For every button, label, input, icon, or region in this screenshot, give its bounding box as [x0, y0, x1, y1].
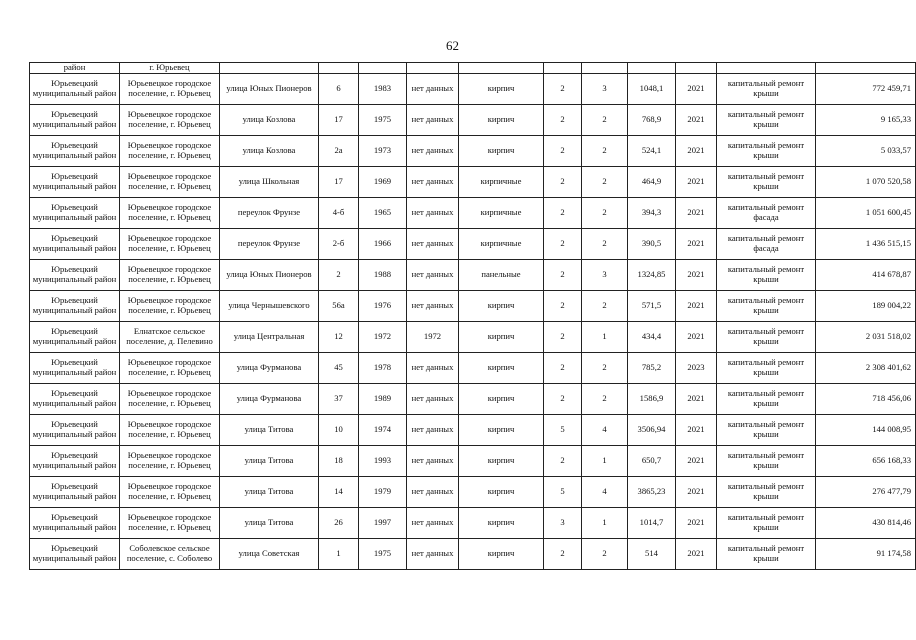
cell-floors: 2	[544, 384, 582, 415]
cell-material: кирпичные	[459, 229, 544, 260]
cell-floors: 2	[544, 260, 582, 291]
cell-year-overhaul: нет данных	[407, 477, 459, 508]
cell-house: 4-б	[319, 198, 359, 229]
cell-year-overhaul: нет данных	[407, 74, 459, 105]
cell-cost: 656 168,33	[816, 446, 916, 477]
cell-settlement: Юрьевецкое городское поселение, г. Юрьевец	[120, 291, 220, 322]
cell-year-built: 1993	[359, 446, 407, 477]
cell-area: 1048,1	[628, 74, 676, 105]
cell-street: улица Центральная	[220, 322, 319, 353]
cell-entrances: 2	[582, 136, 628, 167]
cell-entrances: 2	[582, 229, 628, 260]
cell-settlement: Соболевское сельское поселение, с. Соболево	[120, 539, 220, 570]
table-row	[30, 353, 916, 384]
cell-plan-year: 2021	[676, 477, 717, 508]
cell-work-type: капитальный ремонт крыши	[717, 353, 816, 384]
cell-entrances: 2	[582, 353, 628, 384]
cell-settlement: Юрьевецкое городское поселение, г. Юрьевец	[120, 136, 220, 167]
cell-plan-year: 2021	[676, 198, 717, 229]
cell-cost: 2 308 401,62	[816, 353, 916, 384]
cell-material: кирпич	[459, 477, 544, 508]
cell-area: 3506,94	[628, 415, 676, 446]
cell-cost: 1 070 520,58	[816, 167, 916, 198]
cell-house: 45	[319, 353, 359, 384]
cell-settlement: Юрьевецкое городское поселение, г. Юрьевец	[120, 198, 220, 229]
cell-district: Юрьевецкий муниципальный район	[30, 322, 120, 353]
cell-street: улица Фурманова	[220, 384, 319, 415]
cell-cost: 144 008,95	[816, 415, 916, 446]
cell-area: 3865,23	[628, 477, 676, 508]
cell-floors: 2	[544, 322, 582, 353]
cell-street: улица Юных Пионеров	[220, 260, 319, 291]
cell-work-type: капитальный ремонт крыши	[717, 74, 816, 105]
cell-cost: 430 814,46	[816, 508, 916, 539]
cell-plan-year: 2021	[676, 167, 717, 198]
cell-year-overhaul: нет данных	[407, 198, 459, 229]
cell-floors	[544, 63, 582, 74]
cell-area: 1586,9	[628, 384, 676, 415]
cell-work-type: капитальный ремонт крыши	[717, 384, 816, 415]
cell-district: Юрьевецкий муниципальный район	[30, 167, 120, 198]
cell-plan-year: 2021	[676, 322, 717, 353]
table-row	[30, 415, 916, 446]
cell-settlement: Юрьевецкое городское поселение, г. Юрьевец	[120, 105, 220, 136]
cell-area: 390,5	[628, 229, 676, 260]
cell-entrances: 1	[582, 508, 628, 539]
cell-year-overhaul	[407, 63, 459, 74]
cell-floors: 2	[544, 446, 582, 477]
cell-year-overhaul: нет данных	[407, 167, 459, 198]
cell-street: улица Советская	[220, 539, 319, 570]
cell-material: кирпич	[459, 539, 544, 570]
cell-year-built: 1973	[359, 136, 407, 167]
cell-year-built: 1972	[359, 322, 407, 353]
cell-year-built: 1983	[359, 74, 407, 105]
cell-cost: 2 031 518,02	[816, 322, 916, 353]
table-row	[30, 508, 916, 539]
cell-plan-year: 2021	[676, 260, 717, 291]
cell-street: улица Титова	[220, 446, 319, 477]
cell-plan-year: 2021	[676, 229, 717, 260]
cell-cost: 9 165,33	[816, 105, 916, 136]
cell-plan-year	[676, 63, 717, 74]
cell-year-overhaul: нет данных	[407, 229, 459, 260]
cell-cost: 5 033,57	[816, 136, 916, 167]
cell-street: улица Школьная	[220, 167, 319, 198]
cell-material: кирпичные	[459, 198, 544, 229]
cell-area: 1014,7	[628, 508, 676, 539]
cell-settlement: Елнатское сельское поселение, д. Пелевино	[120, 322, 220, 353]
cell-floors: 2	[544, 353, 582, 384]
table-row	[30, 539, 916, 570]
cell-entrances: 2	[582, 291, 628, 322]
cell-year-overhaul: нет данных	[407, 508, 459, 539]
cell-house: 1	[319, 539, 359, 570]
cell-settlement: Юрьевецкое городское поселение, г. Юрьевец	[120, 353, 220, 384]
table-row	[30, 291, 916, 322]
cell-entrances: 1	[582, 322, 628, 353]
cell-entrances: 4	[582, 415, 628, 446]
cell-district: Юрьевецкий муниципальный район	[30, 415, 120, 446]
cell-area: 785,2	[628, 353, 676, 384]
cell-area: 464,9	[628, 167, 676, 198]
cell-entrances	[582, 63, 628, 74]
cell-plan-year: 2021	[676, 105, 717, 136]
cell-material: кирпич	[459, 353, 544, 384]
cell-floors: 2	[544, 291, 582, 322]
table-row	[30, 198, 916, 229]
table-row	[30, 477, 916, 508]
cell-entrances: 2	[582, 167, 628, 198]
cell-entrances: 2	[582, 539, 628, 570]
cell-house: 12	[319, 322, 359, 353]
cell-material: кирпич	[459, 384, 544, 415]
cell-area: 571,5	[628, 291, 676, 322]
cell-year-built: 1988	[359, 260, 407, 291]
table-row	[30, 105, 916, 136]
cell-street: улица Козлова	[220, 105, 319, 136]
cell-district: Юрьевецкий муниципальный район	[30, 477, 120, 508]
cell-year-built: 1989	[359, 384, 407, 415]
cell-material: кирпич	[459, 446, 544, 477]
cell-material: кирпич	[459, 322, 544, 353]
cell-street	[220, 63, 319, 74]
table-row	[30, 136, 916, 167]
cell-year-built: 1976	[359, 291, 407, 322]
cell-entrances: 3	[582, 260, 628, 291]
cell-year-overhaul: нет данных	[407, 384, 459, 415]
cell-year-overhaul: нет данных	[407, 260, 459, 291]
cell-settlement: г. Юрьевец	[120, 63, 220, 74]
cell-street: улица Титова	[220, 477, 319, 508]
cell-floors: 2	[544, 198, 582, 229]
cell-work-type: капитальный ремонт крыши	[717, 415, 816, 446]
cell-plan-year: 2021	[676, 74, 717, 105]
cell-material: кирпич	[459, 136, 544, 167]
cell-year-built: 1969	[359, 167, 407, 198]
cell-cost: 414 678,87	[816, 260, 916, 291]
repair-register-table	[29, 62, 916, 570]
cell-material: кирпич	[459, 291, 544, 322]
cell-area: 394,3	[628, 198, 676, 229]
cell-district: Юрьевецкий муниципальный район	[30, 446, 120, 477]
cell-district: Юрьевецкий муниципальный район	[30, 539, 120, 570]
cell-cost: 1 436 515,15	[816, 229, 916, 260]
cell-house: 18	[319, 446, 359, 477]
cell-settlement: Юрьевецкое городское поселение, г. Юрьевец	[120, 167, 220, 198]
table-row	[30, 260, 916, 291]
cell-cost: 772 459,71	[816, 74, 916, 105]
cell-year-overhaul: нет данных	[407, 353, 459, 384]
cell-material: кирпич	[459, 415, 544, 446]
cell-work-type: капитальный ремонт фасада	[717, 229, 816, 260]
cell-street: улица Титова	[220, 415, 319, 446]
cell-district: Юрьевецкий муниципальный район	[30, 229, 120, 260]
cell-district: Юрьевецкий муниципальный район	[30, 353, 120, 384]
cell-work-type: капитальный ремонт крыши	[717, 136, 816, 167]
cell-floors: 3	[544, 508, 582, 539]
cell-area: 768,9	[628, 105, 676, 136]
cell-material: кирпич	[459, 508, 544, 539]
cell-year-overhaul: нет данных	[407, 136, 459, 167]
cell-district: Юрьевецкий муниципальный район	[30, 384, 120, 415]
cell-year-built: 1975	[359, 105, 407, 136]
cell-entrances: 2	[582, 105, 628, 136]
cell-work-type: капитальный ремонт крыши	[717, 291, 816, 322]
cell-floors: 2	[544, 105, 582, 136]
cell-house: 2-б	[319, 229, 359, 260]
cell-district: Юрьевецкий муниципальный район	[30, 136, 120, 167]
cell-cost: 718 456,06	[816, 384, 916, 415]
page-number: 62	[446, 38, 459, 53]
cell-street: улица Юных Пионеров	[220, 74, 319, 105]
cell-floors: 2	[544, 229, 582, 260]
cell-entrances: 4	[582, 477, 628, 508]
cell-area: 650,7	[628, 446, 676, 477]
cell-area: 434,4	[628, 322, 676, 353]
cell-year-built: 1975	[359, 539, 407, 570]
cell-year-overhaul: 1972	[407, 322, 459, 353]
cell-year-built: 1966	[359, 229, 407, 260]
cell-house: 17	[319, 105, 359, 136]
cell-material: кирпичные	[459, 167, 544, 198]
cell-work-type: капитальный ремонт крыши	[717, 539, 816, 570]
cell-plan-year: 2021	[676, 539, 717, 570]
table-row-continued	[30, 63, 916, 74]
cell-cost: 189 004,22	[816, 291, 916, 322]
cell-street: улица Фурманова	[220, 353, 319, 384]
cell-year-built	[359, 63, 407, 74]
cell-area: 514	[628, 539, 676, 570]
cell-house: 37	[319, 384, 359, 415]
cell-street: переулок Фрунзе	[220, 198, 319, 229]
cell-settlement: Юрьевецкое городское поселение, г. Юрьевец	[120, 508, 220, 539]
cell-house: 26	[319, 508, 359, 539]
cell-entrances: 3	[582, 74, 628, 105]
cell-work-type: капитальный ремонт крыши	[717, 167, 816, 198]
cell-plan-year: 2023	[676, 353, 717, 384]
table-row	[30, 322, 916, 353]
cell-work-type: капитальный ремонт крыши	[717, 322, 816, 353]
cell-work-type: капитальный ремонт крыши	[717, 260, 816, 291]
cell-cost: 91 174,58	[816, 539, 916, 570]
cell-work-type	[717, 63, 816, 74]
cell-year-overhaul: нет данных	[407, 105, 459, 136]
cell-district: район	[30, 63, 120, 74]
cell-house: 14	[319, 477, 359, 508]
cell-settlement: Юрьевецкое городское поселение, г. Юрьевец	[120, 446, 220, 477]
cell-district: Юрьевецкий муниципальный район	[30, 260, 120, 291]
cell-house: 56а	[319, 291, 359, 322]
cell-district: Юрьевецкий муниципальный район	[30, 74, 120, 105]
table-row	[30, 384, 916, 415]
cell-work-type: капитальный ремонт крыши	[717, 477, 816, 508]
cell-year-built: 1979	[359, 477, 407, 508]
cell-year-built: 1978	[359, 353, 407, 384]
cell-settlement: Юрьевецкое городское поселение, г. Юрьевец	[120, 260, 220, 291]
cell-area: 524,1	[628, 136, 676, 167]
cell-entrances: 2	[582, 198, 628, 229]
cell-street: переулок Фрунзе	[220, 229, 319, 260]
cell-plan-year: 2021	[676, 136, 717, 167]
cell-material: кирпич	[459, 105, 544, 136]
cell-year-built: 1997	[359, 508, 407, 539]
cell-year-overhaul: нет данных	[407, 446, 459, 477]
cell-floors: 2	[544, 74, 582, 105]
cell-cost: 276 477,79	[816, 477, 916, 508]
cell-year-overhaul: нет данных	[407, 539, 459, 570]
cell-house	[319, 63, 359, 74]
cell-material	[459, 63, 544, 74]
cell-work-type: капитальный ремонт фасада	[717, 198, 816, 229]
cell-entrances: 1	[582, 446, 628, 477]
cell-house: 2	[319, 260, 359, 291]
cell-area: 1324,85	[628, 260, 676, 291]
cell-plan-year: 2021	[676, 508, 717, 539]
table-row	[30, 446, 916, 477]
cell-district: Юрьевецкий муниципальный район	[30, 291, 120, 322]
cell-plan-year: 2021	[676, 384, 717, 415]
cell-settlement: Юрьевецкое городское поселение, г. Юрьевец	[120, 415, 220, 446]
cell-work-type: капитальный ремонт крыши	[717, 446, 816, 477]
cell-house: 17	[319, 167, 359, 198]
cell-house: 2а	[319, 136, 359, 167]
cell-floors: 5	[544, 415, 582, 446]
cell-cost	[816, 63, 916, 74]
cell-plan-year: 2021	[676, 446, 717, 477]
cell-settlement: Юрьевецкое городское поселение, г. Юрьевец	[120, 74, 220, 105]
cell-settlement: Юрьевецкое городское поселение, г. Юрьевец	[120, 477, 220, 508]
table-row	[30, 74, 916, 105]
cell-year-built: 1974	[359, 415, 407, 446]
cell-floors: 2	[544, 167, 582, 198]
cell-house: 6	[319, 74, 359, 105]
cell-material: кирпич	[459, 74, 544, 105]
cell-plan-year: 2021	[676, 415, 717, 446]
cell-floors: 5	[544, 477, 582, 508]
cell-year-built: 1965	[359, 198, 407, 229]
cell-district: Юрьевецкий муниципальный район	[30, 198, 120, 229]
cell-settlement: Юрьевецкое городское поселение, г. Юрьевец	[120, 229, 220, 260]
cell-district: Юрьевецкий муниципальный район	[30, 105, 120, 136]
cell-street: улица Титова	[220, 508, 319, 539]
cell-material: панельные	[459, 260, 544, 291]
cell-area	[628, 63, 676, 74]
cell-street: улица Козлова	[220, 136, 319, 167]
cell-house: 10	[319, 415, 359, 446]
cell-year-overhaul: нет данных	[407, 291, 459, 322]
cell-settlement: Юрьевецкое городское поселение, г. Юрьевец	[120, 384, 220, 415]
table-row	[30, 167, 916, 198]
cell-floors: 2	[544, 136, 582, 167]
cell-work-type: капитальный ремонт крыши	[717, 105, 816, 136]
cell-entrances: 2	[582, 384, 628, 415]
cell-district: Юрьевецкий муниципальный район	[30, 508, 120, 539]
table-body	[30, 63, 916, 570]
cell-work-type: капитальный ремонт крыши	[717, 508, 816, 539]
cell-plan-year: 2021	[676, 291, 717, 322]
cell-floors: 2	[544, 539, 582, 570]
cell-street: улица Чернышевского	[220, 291, 319, 322]
cell-cost: 1 051 600,45	[816, 198, 916, 229]
table-row	[30, 229, 916, 260]
cell-year-overhaul: нет данных	[407, 415, 459, 446]
